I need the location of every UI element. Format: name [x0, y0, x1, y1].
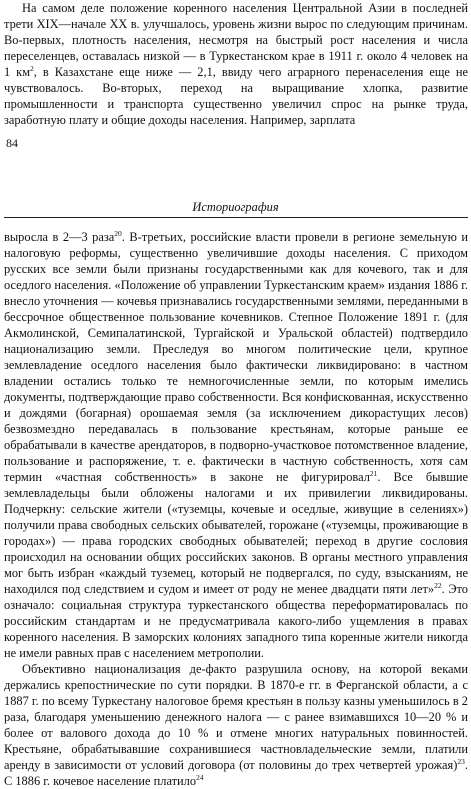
text-run: Объективно национализация де-факто разрушила основу, на которой веками держались крепостнические по сути порядки. В 1870-е гг. в Ферганской области, а с 1887 г. по всему Туркестану налоговое бремя крестьян в пользу казны уменьшилось в 2 раза, благодаря уменьшению денежного налога — с ранее взимавшихся 10—20 % и более от валового дохода до 10 % и отмене многих натуральных повинностей. Крестьяне, обрабатывавшие сохранившиеся частновладельческие земли, платили аренду в зависимости от условий договора (от половины до трех четвертей урожая): [4, 662, 468, 772]
paragraph: [4, 0, 468, 128]
text-run: . С 1886 г. кочевое население платило: [4, 758, 468, 788]
next-page-text: [4, 229, 468, 788]
superscript: 2: [30, 64, 34, 73]
footnote-ref: 23: [457, 757, 465, 766]
text-run: На самом деле положение коренного населения Центральной Азии в последней трети XIX—начале XX в. улучшалось, уровень жизни вырос по следующим причинам. Во-первых, плотность населения, несмотря на быстрый рост населения и числа переселенцев, оставалась низкой — в Туркестанском крае в 1911 г. около 4 человек на 1 км: [4, 1, 468, 79]
page-number: 84: [6, 136, 18, 150]
footnote-ref: 20: [114, 229, 122, 238]
paragraph: [4, 661, 468, 789]
text-run: . Все бывшие землевладельцы были обложены налогами и их привилегии ликвидированы. Подчеркну: сельские жители («туземцы, кочевые и оседлые, живущие в селениях») получили права свободных сельских обывателей, горожане («туземцы, проживающие в городах») — права городских свободных обывателей; переход в другие сословия происходил на основании общих российских законов. В органы местного управления мог быть избран «каждый туземец, который не подвергался, по суду, взысканиям, не находился под следствием и судом и имеет от роду не менее двадцати пяти лет»: [4, 470, 468, 596]
footnote-ref: 22: [434, 581, 442, 590]
paragraph: [4, 229, 468, 661]
header-rule: [4, 217, 468, 218]
previous-page-text: [4, 0, 468, 128]
text-run: . В-третьих, российские власти провели в регионе земельную и налоговую реформы, существенно увеличившие доходы населения. С приходом русских все земли были признаны государственными как для кочевого, так и для оседлого населения. «Положение об управлении Туркестанским краем» издания 1886 г. внесло уточнения — кочевья признавались государственными землями, переданными в бессрочное общественное пользование кочевников. Степное Положение 1891 г. (для Акмолинской, Семипалатинской, Тургайской и Уральской областей) подтвердило национализацию земли. Преследуя во многом политические цели, крупное землевладение оседлого населения было фактически ликвидировано: в частном владении остались только те немногочисленные земли, по которым имелись документы, подтверждающие право собственности. Вся конфискованная, искусственно и дождями (богарная) орошаемая земля (за исключением дикорастущих лесов) безвозмездно передавалась в пользование крестьянам, которые раньше ее обрабатывали в качестве арендаторов, в подворно-участковое потомственное владение, пользование и распоряжение, т. е. фактически в частную собственность, хотя сам термин «частная собственность» в законе не фигурировал: [4, 230, 468, 484]
text-run: . Это означало: социальная структура туркестанского общества переформатировалась по российским стандартам и не предусматривала какого-либо ущемления в правах коренного населения. В заморских колониях западного типа коренные жители никогда не имели равных прав с населением метрополии.: [4, 582, 468, 660]
running-header: Историография: [192, 200, 279, 214]
text-run: , в Казахстане еще ниже — 2,1, ввиду чего аграрного перенаселения еще не чувствовалось. Во-вторых, переход на выращивание хлопка, развитие промышленности и транспорта существенно увеличил спрос на рынке труда, заработную плату и общие доходы населения. Например, зарплата: [4, 65, 468, 127]
footnote-ref: 21: [369, 469, 378, 478]
footnote-ref: 24: [196, 773, 204, 782]
text-run: выросла в 2—3 раза: [4, 230, 115, 244]
